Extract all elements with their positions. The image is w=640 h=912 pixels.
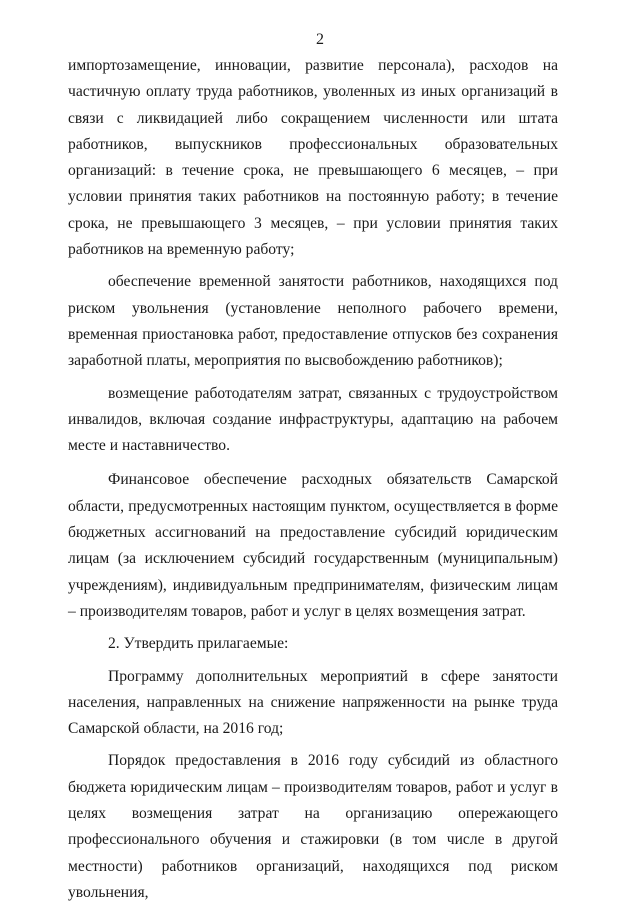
paragraph-procedure: Порядок предоставления в 2016 году субсидий из областного бюджета юридическим лицам – производителям товаров, работ и услуг в целях возмещения затрат на организацию опережающего профессионального обучения и стажировки (в том числе в другой местности) работников организаций, находящихся под риском увольнения,	[68, 752, 558, 901]
paragraph-program: Программу дополнительных мероприятий в сфере занятости населения, направленных на снижение напряженности на рынке труда Самарской области, на 2016 год;	[68, 667, 558, 738]
page-number: 2	[316, 31, 324, 48]
paragraph-continuation: импортозамещение, инновации, развитие персонала), расходов на частичную оплату труда работников, уволенных из иных организаций в связи с ликвидацией либо сокращением численности или штата работников, выпускников профессиональных образовательных организаций: в течение срока, не превышающего 6 месяцев, – при условии принятия таких работников на постоянную работу; в течение срока, не превышающего 3 месяцев, – при условии принятия таких работников на временную работу;	[68, 57, 558, 259]
document-body	[68, 53, 558, 912]
paragraph-disabled-employment: возмещение работодателям затрат, связанных с трудоустройством инвалидов, включая создание инфраструктуры, адаптацию на рабочем месте и наставничество.	[68, 384, 558, 455]
paragraph-financing: Финансовое обеспечение расходных обязательств Самарской области, предусмотренных настоящим пунктом, осуществляется в форме бюджетных ассигнований на предоставление субсидий юридическим лицам (за исключением субсидий государственным (муниципальным) учреждениям), индивидуальным предпринимателям, физическим лицам – производителям товаров, работ и услуг в целях возмещения затрат.	[68, 471, 558, 620]
paragraph-approve-heading: 2. Утвердить прилагаемые:	[108, 635, 289, 653]
paragraph-temporary-employment: обеспечение временной занятости работников, находящихся под риском увольнения (установление неполного рабочего времени, временная приостановка работ, предоставление отпусков без сохранения заработной платы, мероприятия по высвобождению работников);	[68, 273, 558, 370]
